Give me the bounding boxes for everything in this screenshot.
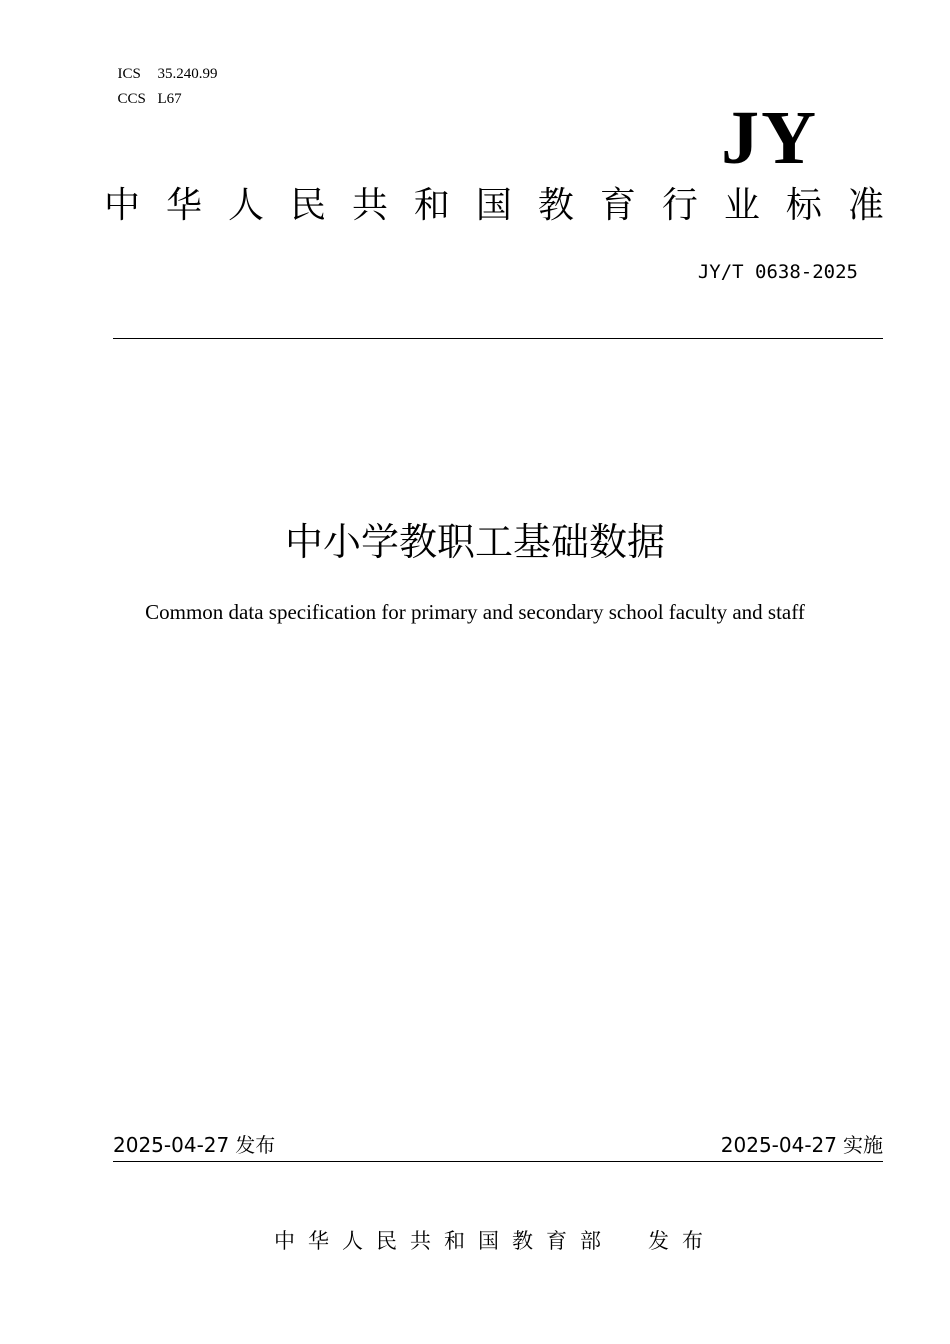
org-title-char: 人 [227, 185, 264, 226]
publisher-action [648, 1226, 716, 1256]
publisher-action-char: 布 [682, 1229, 703, 1253]
org-title-char: 行 [661, 185, 698, 226]
org-title [104, 182, 884, 230]
org-title-char: 教 [537, 185, 574, 226]
publisher-char: 华 [308, 1229, 329, 1253]
org-title-char: 共 [351, 185, 388, 226]
footer-divider [113, 1161, 883, 1162]
publisher-char: 中 [274, 1229, 295, 1253]
publisher-name [274, 1226, 614, 1256]
org-title-char: 中 [104, 185, 141, 226]
release-date-line [113, 1131, 275, 1159]
publisher-char: 和 [444, 1229, 465, 1253]
implementation-label: 实施 [843, 1133, 883, 1157]
org-title-char: 民 [289, 185, 326, 226]
document-title-english: Common data specification for primary and secondary school faculty and staff [145, 600, 805, 624]
implementation-date: 2025-04-27 [720, 1133, 837, 1157]
ccs-code [110, 72, 182, 108]
ccs-label: CCS [117, 91, 146, 107]
jy-logo: JY [721, 96, 818, 180]
header-divider [113, 338, 883, 339]
publisher-char: 育 [546, 1229, 567, 1253]
document-title: 中小学教职工基础数据 [284, 520, 665, 564]
publisher-action-char: 发 [648, 1229, 669, 1253]
org-title-char: 华 [165, 185, 202, 226]
ics-value: 35.240.99 [157, 66, 218, 82]
publisher-char: 教 [512, 1229, 533, 1253]
org-title-char: 和 [413, 185, 450, 226]
org-title-char: 育 [599, 185, 636, 226]
org-title-char: 准 [847, 185, 884, 226]
publisher [274, 1226, 716, 1256]
publisher-char: 国 [478, 1229, 499, 1253]
publisher-char: 部 [580, 1229, 601, 1253]
release-label: 发布 [235, 1133, 276, 1157]
org-title-char: 标 [785, 185, 822, 226]
org-title-char: 业 [723, 185, 760, 226]
org-title-char: 国 [475, 185, 512, 226]
standard-number: JY/T 0638-2025 [697, 261, 858, 283]
publisher-char: 共 [410, 1229, 431, 1253]
ccs-value: L67 [157, 91, 182, 107]
implementation-date-line [721, 1131, 883, 1159]
publisher-char: 人 [342, 1229, 363, 1253]
ics-label: ICS [117, 66, 141, 82]
release-date: 2025-04-27 [113, 1133, 230, 1157]
publisher-char: 民 [376, 1229, 397, 1253]
